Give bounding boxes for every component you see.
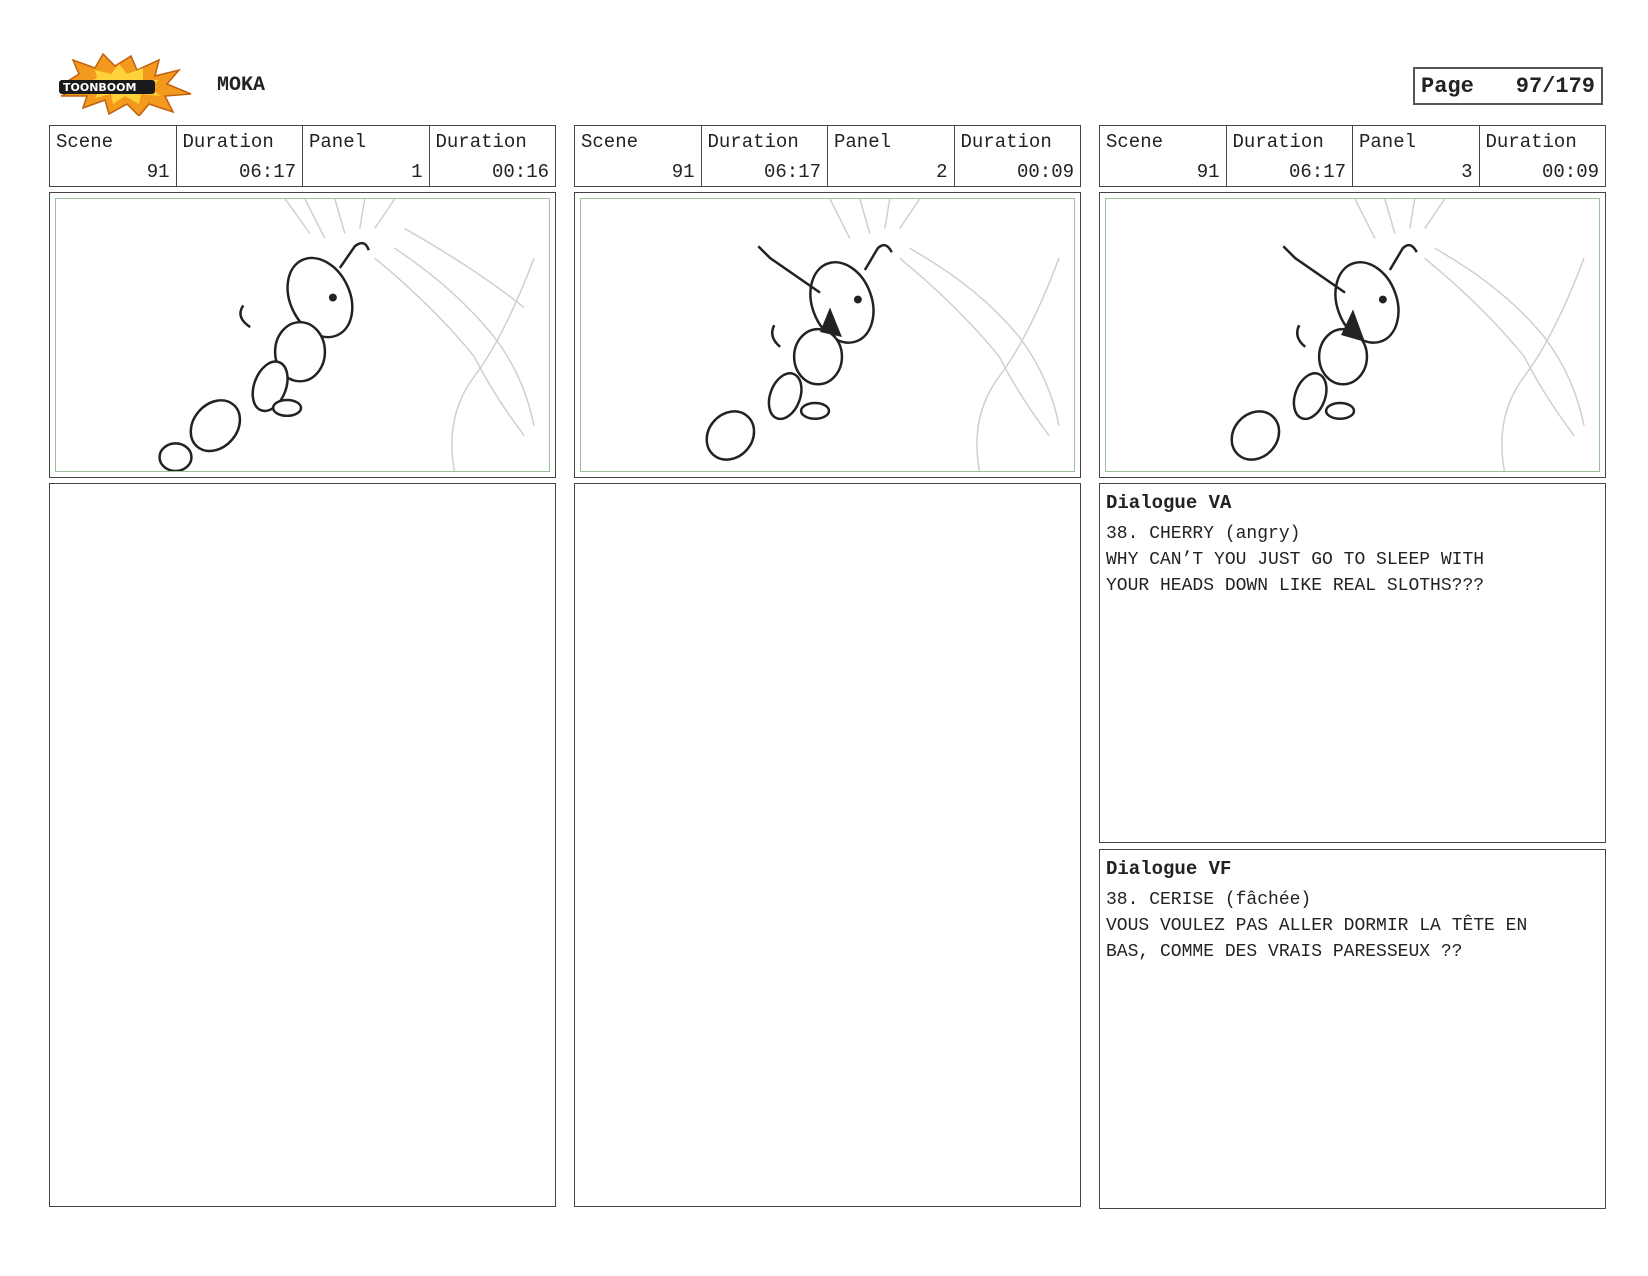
toonboom-logo <box>55 52 197 116</box>
page-number: 97/179 <box>1515 73 1595 99</box>
scene-number: 91 <box>146 161 170 183</box>
storyboard-drawing <box>580 198 1075 472</box>
notes-area <box>574 483 1081 1207</box>
panel-duration: 00:16 <box>491 161 549 183</box>
panel-number: 1 <box>411 161 423 183</box>
scene-label: Scene <box>1106 131 1164 153</box>
storyboard-frame <box>1099 192 1606 478</box>
dialogue-vf-text: 38. CERISE (fâchée) VOUS VOULEZ PAS ALLER DORMIR LA TÊTE EN BAS, COMME DES VRAIS PARESSEUX ?? <box>1106 890 1528 962</box>
panel-cell <box>1353 126 1480 186</box>
dialogue-va-box <box>1099 483 1606 843</box>
scene-duration-cell <box>177 126 304 186</box>
storyboard-drawing <box>1105 198 1600 472</box>
panel-column-3 <box>1099 125 1606 1209</box>
scene-label: Scene <box>581 131 639 153</box>
panel-header <box>1099 125 1606 187</box>
logo-text: TOONBOOM <box>63 81 137 94</box>
scene-cell <box>1100 126 1227 186</box>
scene-duration-cell <box>1227 126 1354 186</box>
storyboard-frame <box>574 192 1081 478</box>
dialogue-vf-box <box>1099 849 1606 1209</box>
panel-label: Panel <box>309 131 367 153</box>
scene-duration: 06:17 <box>763 161 821 183</box>
panel-duration: 00:09 <box>1016 161 1074 183</box>
panel-label: Panel <box>834 131 892 153</box>
panel-number: 3 <box>1461 161 1473 183</box>
panel-duration: 00:09 <box>1541 161 1599 183</box>
dialogue-va-title: Dialogue VA <box>1106 492 1232 514</box>
panel-header <box>574 125 1081 187</box>
notes-area <box>49 483 556 1207</box>
panel-duration-cell <box>1480 126 1606 186</box>
panel-label: Panel <box>1359 131 1417 153</box>
scene-duration: 06:17 <box>238 161 296 183</box>
storyboard-drawing <box>55 198 550 472</box>
scene-label: Scene <box>56 131 114 153</box>
scene-cell <box>575 126 702 186</box>
duration-label: Duration <box>707 131 799 153</box>
panel-duration-cell <box>955 126 1081 186</box>
scene-cell <box>50 126 177 186</box>
dialogue-va-text: 38. CHERRY (angry) WHY CAN’T YOU JUST GO TO SLEEP WITH YOUR HEADS DOWN LIKE REAL SLOTHS??? <box>1106 524 1485 596</box>
page-label: Page <box>1421 73 1474 99</box>
panel-duration-cell <box>430 126 556 186</box>
scene-duration-cell <box>702 126 829 186</box>
storyboard-frame <box>49 192 556 478</box>
scene-duration: 06:17 <box>1288 161 1346 183</box>
duration-label: Duration <box>435 131 527 153</box>
duration-label: Duration <box>182 131 274 153</box>
dialogue-vf-title: Dialogue VF <box>1106 858 1232 880</box>
project-title: MOKA <box>217 74 266 97</box>
panel-cell <box>828 126 955 186</box>
page-indicator <box>1413 67 1603 105</box>
dialogue-area <box>1099 483 1606 1209</box>
duration-label: Duration <box>960 131 1052 153</box>
panel-number: 2 <box>936 161 948 183</box>
panel-column-2 <box>574 125 1081 1207</box>
duration-label: Duration <box>1232 131 1324 153</box>
panel-column-1 <box>49 125 556 1207</box>
scene-number: 91 <box>1196 161 1220 183</box>
scene-number: 91 <box>671 161 695 183</box>
duration-label: Duration <box>1485 131 1577 153</box>
panel-cell <box>303 126 430 186</box>
panel-header <box>49 125 556 187</box>
